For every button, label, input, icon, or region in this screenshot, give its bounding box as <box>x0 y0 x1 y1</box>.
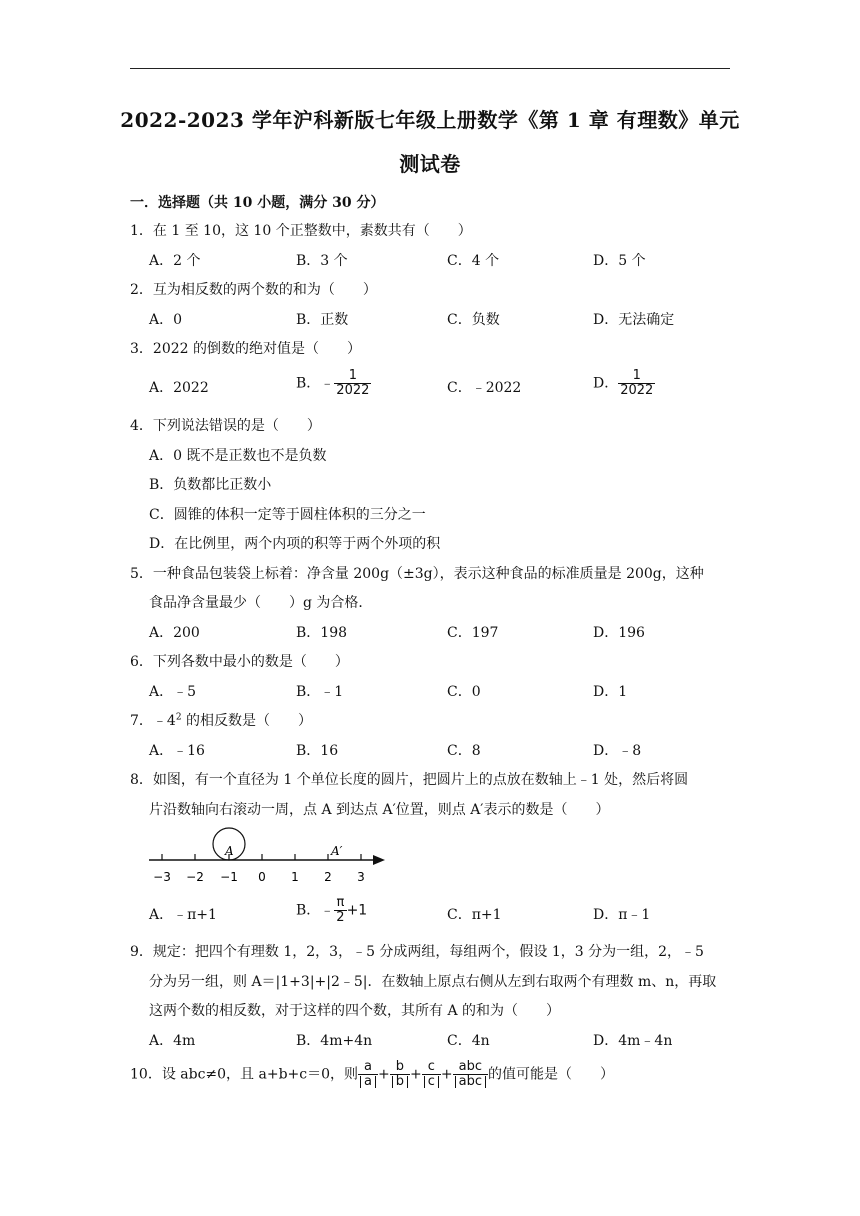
tick-label: −2 <box>186 870 204 884</box>
tick-label: 2 <box>324 870 332 884</box>
fraction: $\frac{a}{a}$ <box>358 1060 378 1089</box>
q3-option-d: D． $\frac{1}{2022}$ <box>593 368 654 398</box>
q8-option-b: B．﹣ $\frac{\pi}{2}$ +1 <box>296 895 368 925</box>
q8-option-a: A．﹣π+1 <box>149 907 217 923</box>
question-4-stem: 4．下列说法错误的是（ ） <box>130 418 321 434</box>
q1-option-c: C．4 个 <box>447 253 500 269</box>
q2-option-c: C．负数 <box>447 312 500 328</box>
q6-option-d: D．1 <box>593 684 628 700</box>
page-title: 2022-2023 学年沪科新版七年级上册数学《第 1 章 有理数》单元 <box>120 108 740 132</box>
question-9-stem-cont: 分为另一组，则 A＝|1+3|+|2﹣5|．在数轴上原点右侧从左到右取两个有理数 m、n，再取 <box>149 974 717 990</box>
q1-option-d: D．5 个 <box>593 253 646 269</box>
question-10-stem: 10．设 abc≠0，且 a+b+c＝0，则 $\frac{a}{a}$ + $\frac{b}{b}$ + $\frac{c}{c}$ + $\frac{\text{abc}}{\text{abc}}$ 的值可能是（ ） <box>130 1059 614 1089</box>
q4-option-a: A．0 既不是正数也不是负数 <box>149 448 327 464</box>
fraction: $\frac{\pi}{2}$ <box>336 895 345 925</box>
q3-option-a: A．2022 <box>149 380 209 396</box>
section-heading: 一．选择题（共 10 小题，满分 30 分） <box>130 195 385 211</box>
q9-option-b: B．4m+4n <box>296 1033 373 1049</box>
q9-option-a: A．4m <box>149 1033 196 1049</box>
q7-option-c: C．8 <box>447 743 481 759</box>
fraction: $\frac{1}{2022}$ <box>336 368 370 398</box>
q7-option-b: B．16 <box>296 743 339 759</box>
q7-option-d: D．﹣8 <box>593 743 642 759</box>
number-line-figure <box>145 825 390 885</box>
q3-option-b: B．﹣ $\frac{1}{2022}$ <box>296 368 370 398</box>
q8-option-c: C．π+1 <box>447 907 502 923</box>
q6-option-c: C．0 <box>447 684 481 700</box>
q4-option-d: D．在比例里，两个内项的积等于两个外项的积 <box>149 536 441 552</box>
exponent: 2 <box>175 712 182 723</box>
q2-option-d: D．无法确定 <box>593 312 675 328</box>
question-5-stem-cont: 食品净含量最少（ ）g 为合格． <box>149 595 373 611</box>
tick-label: 0 <box>258 870 266 884</box>
question-9-stem: 9．规定：把四个有理数 1，2，3，﹣5 分成两组，每组两个，假设 1，3 分为一组，2，﹣5 <box>130 944 704 960</box>
q5-option-d: D．196 <box>593 625 645 641</box>
q4-option-c: C．圆锥的体积一定等于圆柱体积的三分之一 <box>149 507 426 523</box>
fraction: $\frac{c}{c}$ <box>422 1060 441 1089</box>
question-2-stem: 2．互为相反数的两个数的和为（ ） <box>130 282 377 298</box>
question-6-stem: 6．下列各数中最小的数是（ ） <box>130 654 349 670</box>
fraction: $\frac{1}{2022}$ <box>620 368 654 398</box>
tick-label: −3 <box>153 870 171 884</box>
page-title-line2: 测试卷 <box>399 152 461 176</box>
q5-option-c: C．197 <box>447 625 499 641</box>
tick-label: −1 <box>220 870 238 884</box>
q5-option-b: B．198 <box>296 625 348 641</box>
q7-option-a: A．﹣16 <box>149 743 205 759</box>
point-a-prime-label: A′ <box>331 844 343 858</box>
tick-label: 1 <box>291 870 299 884</box>
question-8-stem: 8．如图，有一个直径为 1 个单位长度的圆片，把圆片上的点放在数轴上﹣1 处，然后将圆 <box>130 772 689 788</box>
question-3-stem: 3．2022 的倒数的绝对值是（ ） <box>130 341 361 357</box>
question-1-stem: 1．在 1 至 10，这 10 个正整数中，素数共有（ ） <box>130 223 472 239</box>
question-7-stem: 7．$﹣4^2$ 的相反数是（ ） <box>130 712 313 729</box>
header-rule <box>130 68 730 69</box>
question-9-stem-cont2: 这两个数的相反数，对于这样的四个数，其所有 A 的和为（ ） <box>149 1003 561 1019</box>
question-8-stem-cont: 片沿数轴向右滚动一周，点 A 到达点 A′位置，则点 A′表示的数是（ ） <box>149 802 610 818</box>
tick-label: 3 <box>357 870 365 884</box>
q9-option-c: C．4n <box>447 1033 490 1049</box>
q4-option-b: B．负数都比正数小 <box>149 477 272 493</box>
q9-option-d: D．4m﹣4n <box>593 1033 673 1049</box>
q1-option-b: B．3 个 <box>296 253 348 269</box>
q3-option-c: C．﹣2022 <box>447 380 522 396</box>
q8-option-d: D．π﹣1 <box>593 907 651 923</box>
q5-option-a: A．200 <box>149 625 200 641</box>
point-a-label: A <box>225 844 234 858</box>
question-5-stem: 5．一种食品包装袋上标着：净含量 200g（±3g），表示这种食品的标准质量是 200g，这种 <box>130 566 704 582</box>
fraction: $\frac{\text{abc}}{\text{abc}}$ <box>453 1060 488 1089</box>
q2-option-a: A．0 <box>149 312 183 328</box>
q1-option-a: A．2 个 <box>149 253 201 269</box>
arrow-head-icon <box>373 855 385 865</box>
q6-option-a: A．﹣5 <box>149 684 197 700</box>
fraction: $\frac{b}{b}$ <box>390 1060 410 1089</box>
q6-option-b: B．﹣1 <box>296 684 344 700</box>
q2-option-b: B．正数 <box>296 312 349 328</box>
